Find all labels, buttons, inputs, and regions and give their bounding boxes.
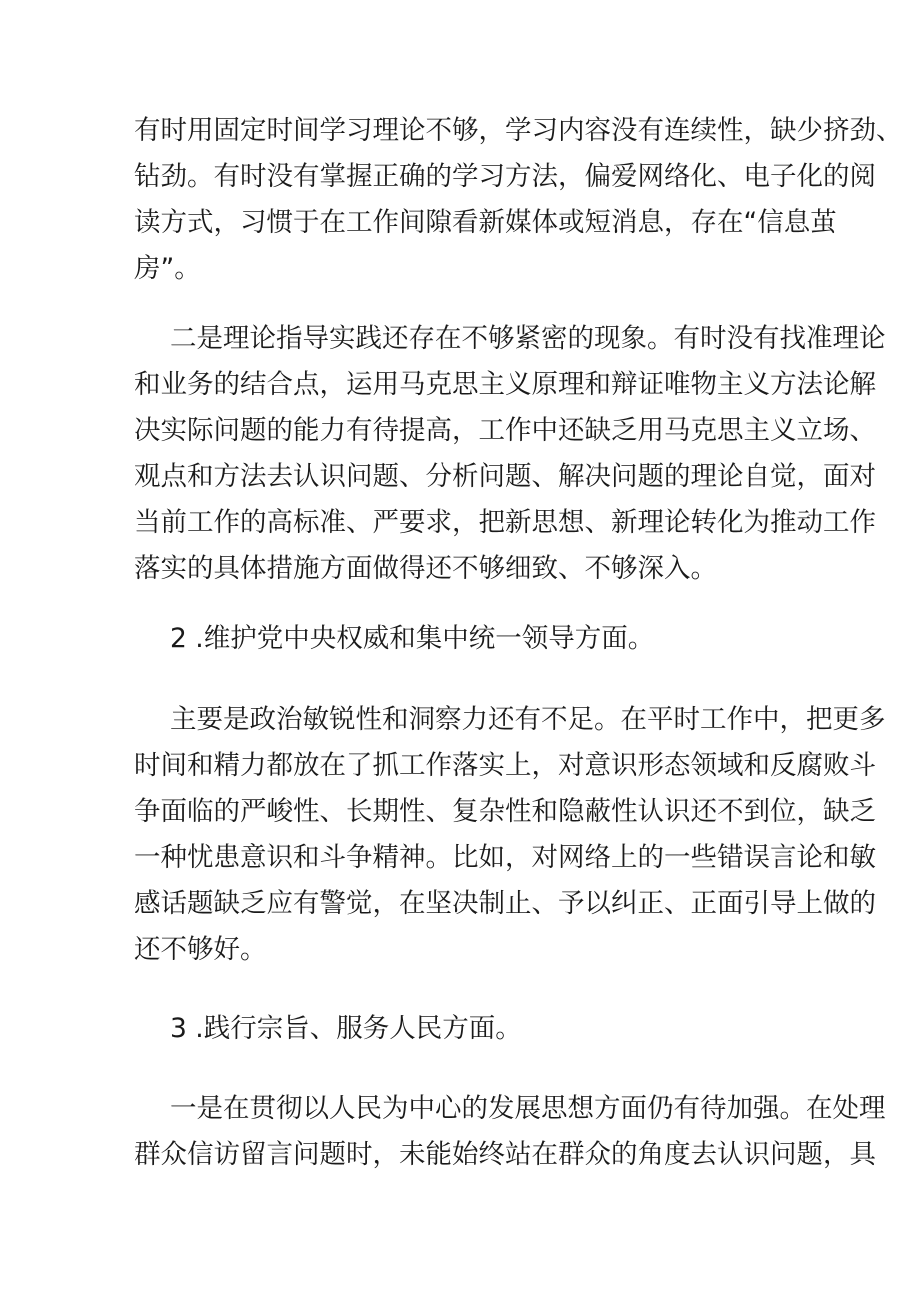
section-heading-3: 3 .践行宗旨、服务人民方面。 [170, 1013, 522, 1044]
paragraph-1-line-1: 有时用固定时间学习理论不够，学习内容没有连续性，缺少挤劲、 [134, 115, 903, 146]
paragraph-2-line-5: 当前工作的高标准、严要求，把新思想、新理论转化为推动工作 [134, 507, 876, 538]
paragraph-2-line-1: 二是理论指导实践还存在不够紧密的现象。有时没有找准理论 [170, 323, 886, 354]
paragraph-1-line-2: 钻劲。有时没有掌握正确的学习方法，偏爱网络化、电子化的阅 [134, 161, 876, 192]
paragraph-3-line-2: 时间和精力都放在了抓工作落实上，对意识形态领域和反腐败斗 [134, 750, 876, 781]
paragraph-1-line-3: 读方式，习惯于在工作间隙看新媒体或短消息，存在“信息茧 [134, 207, 837, 238]
paragraph-3-line-4: 一种忧患意识和斗争精神。比如，对网络上的一些错误言论和敏 [134, 842, 876, 873]
paragraph-4-line-2: 群众信访留言问题时，未能始终站在群众的角度去认识问题，具 [134, 1139, 876, 1170]
paragraph-2-line-2: 和业务的结合点，运用马克思主义原理和辩证唯物主义方法论解 [134, 369, 876, 400]
paragraph-3-line-1: 主要是政治敏锐性和洞察力还有不足。在平时工作中，把更多 [170, 704, 886, 735]
paragraph-3-line-6: 还不够好。 [134, 934, 267, 965]
paragraph-2-line-6: 落实的具体措施方面做得还不够细致、不够深入。 [134, 553, 717, 584]
paragraph-3-line-3: 争面临的严峻性、长期性、复杂性和隐蔽性认识还不到位，缺乏 [134, 796, 876, 827]
section-heading-2: 2 .维护党中央权威和集中统一领导方面。 [170, 623, 655, 654]
paragraph-2-line-3: 决实际问题的能力有待提高，工作中还缺乏用马克思主义立场、 [134, 415, 876, 446]
paragraph-4-line-1: 一是在贯彻以人民为中心的发展思想方面仍有待加强。在处理 [170, 1093, 886, 1124]
paragraph-1-line-4: 房”。 [134, 253, 201, 284]
paragraph-3-line-5: 感话题缺乏应有警觉，在坚决制止、予以纠正、正面引导上做的 [134, 888, 876, 919]
paragraph-2-line-4: 观点和方法去认识问题、分析问题、解决问题的理论自觉，面对 [134, 461, 876, 492]
